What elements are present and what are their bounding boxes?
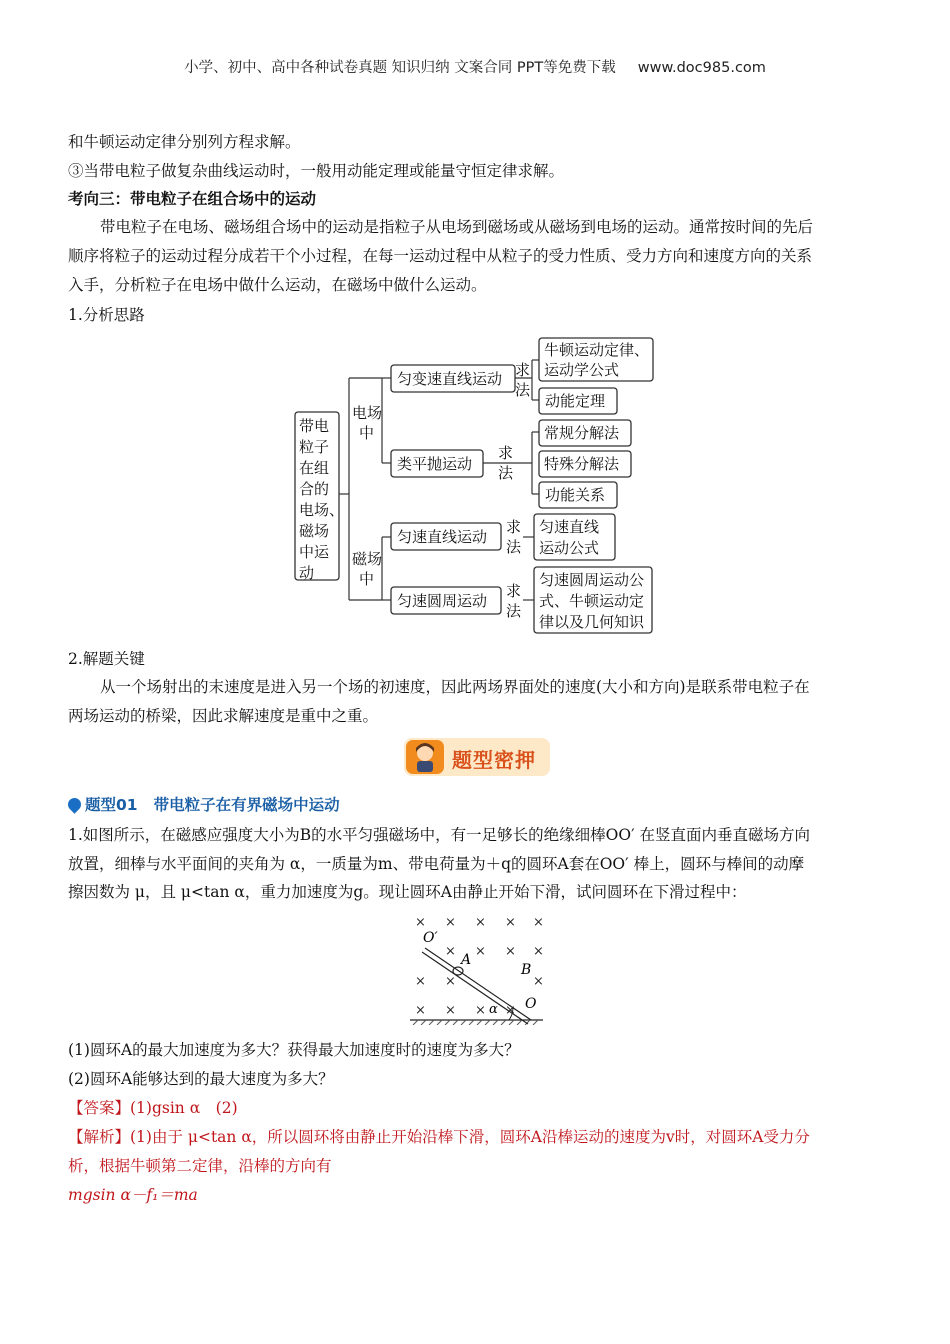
label-alpha: α bbox=[489, 1002, 498, 1017]
explanation-line: 析，根据牛顿第二定律，沿棒的方向有 bbox=[68, 1157, 332, 1175]
method-label: 法 bbox=[506, 538, 522, 556]
motion-label: 匀速圆周运动 bbox=[397, 592, 488, 610]
equation-line: mgsin α－f₁＝ma bbox=[68, 1186, 198, 1204]
svg-text:×: × bbox=[475, 915, 486, 930]
svg-text:×: × bbox=[533, 944, 544, 959]
motion-label: 匀速直线运动 bbox=[397, 528, 488, 546]
method-label: 求 bbox=[515, 361, 531, 379]
paragraph-line: 和牛顿运动定律分别列方程求解。 bbox=[68, 133, 301, 151]
method-label: 求 bbox=[498, 444, 514, 462]
svg-text:×: × bbox=[445, 944, 456, 959]
problem-line: 擦因数为 μ，且 μ<tan α，重力加速度为g。现让圆环A由静止开始下滑，试问圆环在下滑过程中： bbox=[68, 883, 747, 901]
label-O-prime: O′ bbox=[423, 930, 438, 946]
header-site[interactable]: www.doc985.com bbox=[637, 60, 766, 76]
question-line: (1)圆环A的最大加速度为多大？获得最大加速度时的速度为多大？ bbox=[68, 1041, 520, 1059]
svg-text:×: × bbox=[533, 974, 544, 989]
problem-line: 放置，细棒与水平面间的夹角为 α，一质量为m、带电荷量为＋q的圆环A套在OO′ 棒上，圆环与棒间的动摩 bbox=[68, 855, 805, 873]
root-text: 动 bbox=[299, 564, 315, 582]
svg-text:×: × bbox=[415, 1003, 426, 1018]
root-text: 合的 bbox=[299, 480, 330, 498]
svg-text:×: × bbox=[415, 974, 426, 989]
analysis-flowchart bbox=[0, 330, 950, 640]
result-text: 功能关系 bbox=[545, 486, 606, 504]
svg-text:×: × bbox=[475, 1003, 486, 1018]
motion-label: 匀变速直线运动 bbox=[397, 370, 503, 388]
root-text: 带电 bbox=[299, 417, 330, 435]
result-text: 式、牛顿运动定 bbox=[539, 592, 645, 610]
map-pin-icon bbox=[65, 795, 83, 813]
question-type-label: 题型01 bbox=[85, 796, 138, 814]
paragraph-line: 两场运动的桥梁，因此求解速度是重中之重。 bbox=[68, 707, 379, 725]
subheading: 2.解题关键 bbox=[68, 650, 145, 668]
method-label: 法 bbox=[498, 464, 514, 482]
label-O: O bbox=[525, 996, 537, 1012]
result-text: 运动公式 bbox=[539, 539, 600, 557]
banner-title: 题型密押 bbox=[452, 748, 536, 772]
explanation-line: 【解析】(1)由于 μ<tan α，所以圆环将由静止开始沿棒下滑，圆环A沿棒运动的速度为v时，对圆环A受力分 bbox=[68, 1128, 810, 1146]
result-text: 牛顿运动定律、 bbox=[544, 341, 650, 359]
answer-line: 【答案】(1)gsin α (2) bbox=[68, 1099, 238, 1117]
paragraph-line: 顺序将粒子的运动过程分成若干个小过程，在每一运动过程中从粒子的受力性质、受力方向和速度方向的关系 bbox=[68, 247, 813, 265]
svg-text:×: × bbox=[505, 915, 516, 930]
svg-text:×: × bbox=[445, 915, 456, 930]
subheading: 1.分析思路 bbox=[68, 306, 145, 324]
method-label: 求 bbox=[506, 518, 522, 536]
result-text: 常规分解法 bbox=[544, 424, 620, 442]
label-B: B bbox=[521, 962, 532, 978]
root-text: 电场、 bbox=[299, 501, 345, 519]
svg-text:×: × bbox=[505, 1003, 516, 1018]
electric-label: 中 bbox=[359, 424, 375, 442]
question-line: (2)圆环A能够达到的最大速度为多大？ bbox=[68, 1070, 334, 1088]
method-label: 法 bbox=[506, 602, 522, 620]
result-text: 运动学公式 bbox=[544, 361, 620, 379]
method-label: 求 bbox=[506, 582, 522, 600]
motion-label: 类平抛运动 bbox=[397, 455, 473, 473]
question-type-heading bbox=[68, 793, 340, 815]
result-text: 匀速直线 bbox=[539, 518, 600, 536]
root-text: 在组 bbox=[299, 459, 330, 477]
paragraph-line: 带电粒子在电场、磁场组合场中的运动是指粒子从电场到磁场或从磁场到电场的运动。通常按时间的先后 bbox=[100, 218, 814, 236]
question-type-title: 带电粒子在有界磁场中运动 bbox=[153, 796, 340, 814]
section-heading: 考向三：带电粒子在组合场中的运动 bbox=[68, 189, 317, 208]
result-text: 动能定理 bbox=[545, 392, 606, 410]
root-text: 粒子 bbox=[299, 438, 330, 456]
label-A: A bbox=[461, 952, 472, 968]
magnetic-label: 中 bbox=[359, 570, 375, 588]
magnetic-label: 磁场 bbox=[352, 550, 383, 568]
svg-text:×: × bbox=[505, 944, 516, 959]
method-label: 法 bbox=[515, 381, 531, 399]
svg-text:×: × bbox=[445, 974, 456, 989]
page-header bbox=[0, 56, 950, 77]
problem-line: 1.如图所示，在磁感应强度大小为B的水平匀强磁场中，有一足够长的绝缘细棒OO′ 在竖直面内垂直磁场方向 bbox=[68, 826, 811, 844]
svg-text:×: × bbox=[533, 915, 544, 930]
root-text: 中运 bbox=[299, 543, 330, 561]
svg-text:×: × bbox=[475, 944, 486, 959]
result-text: 匀速圆周运动公 bbox=[539, 571, 645, 589]
paragraph-line: 从一个场射出的末速度是进入另一个场的初速度，因此两场界面处的速度(大小和方向)是联系带电粒子在 bbox=[100, 678, 810, 696]
result-text: 律以及几何知识 bbox=[539, 613, 645, 631]
header-text: 小学、初中、高中各种试卷真题 知识归纳 文案合同 PPT等免费下载 bbox=[184, 60, 616, 76]
paragraph-line: ③当带电粒子做复杂曲线运动时，一般用动能定理或能量守恒定律求解。 bbox=[68, 162, 565, 180]
incline-rod-figure bbox=[405, 910, 545, 1025]
paragraph-line: 入手，分析粒子在电场中做什么运动，在磁场中做什么运动。 bbox=[68, 276, 487, 294]
result-text: 特殊分解法 bbox=[544, 455, 620, 473]
svg-text:×: × bbox=[445, 1003, 456, 1018]
root-text: 磁场 bbox=[299, 522, 330, 540]
svg-text:×: × bbox=[415, 915, 426, 930]
electric-label: 电场 bbox=[352, 404, 383, 422]
